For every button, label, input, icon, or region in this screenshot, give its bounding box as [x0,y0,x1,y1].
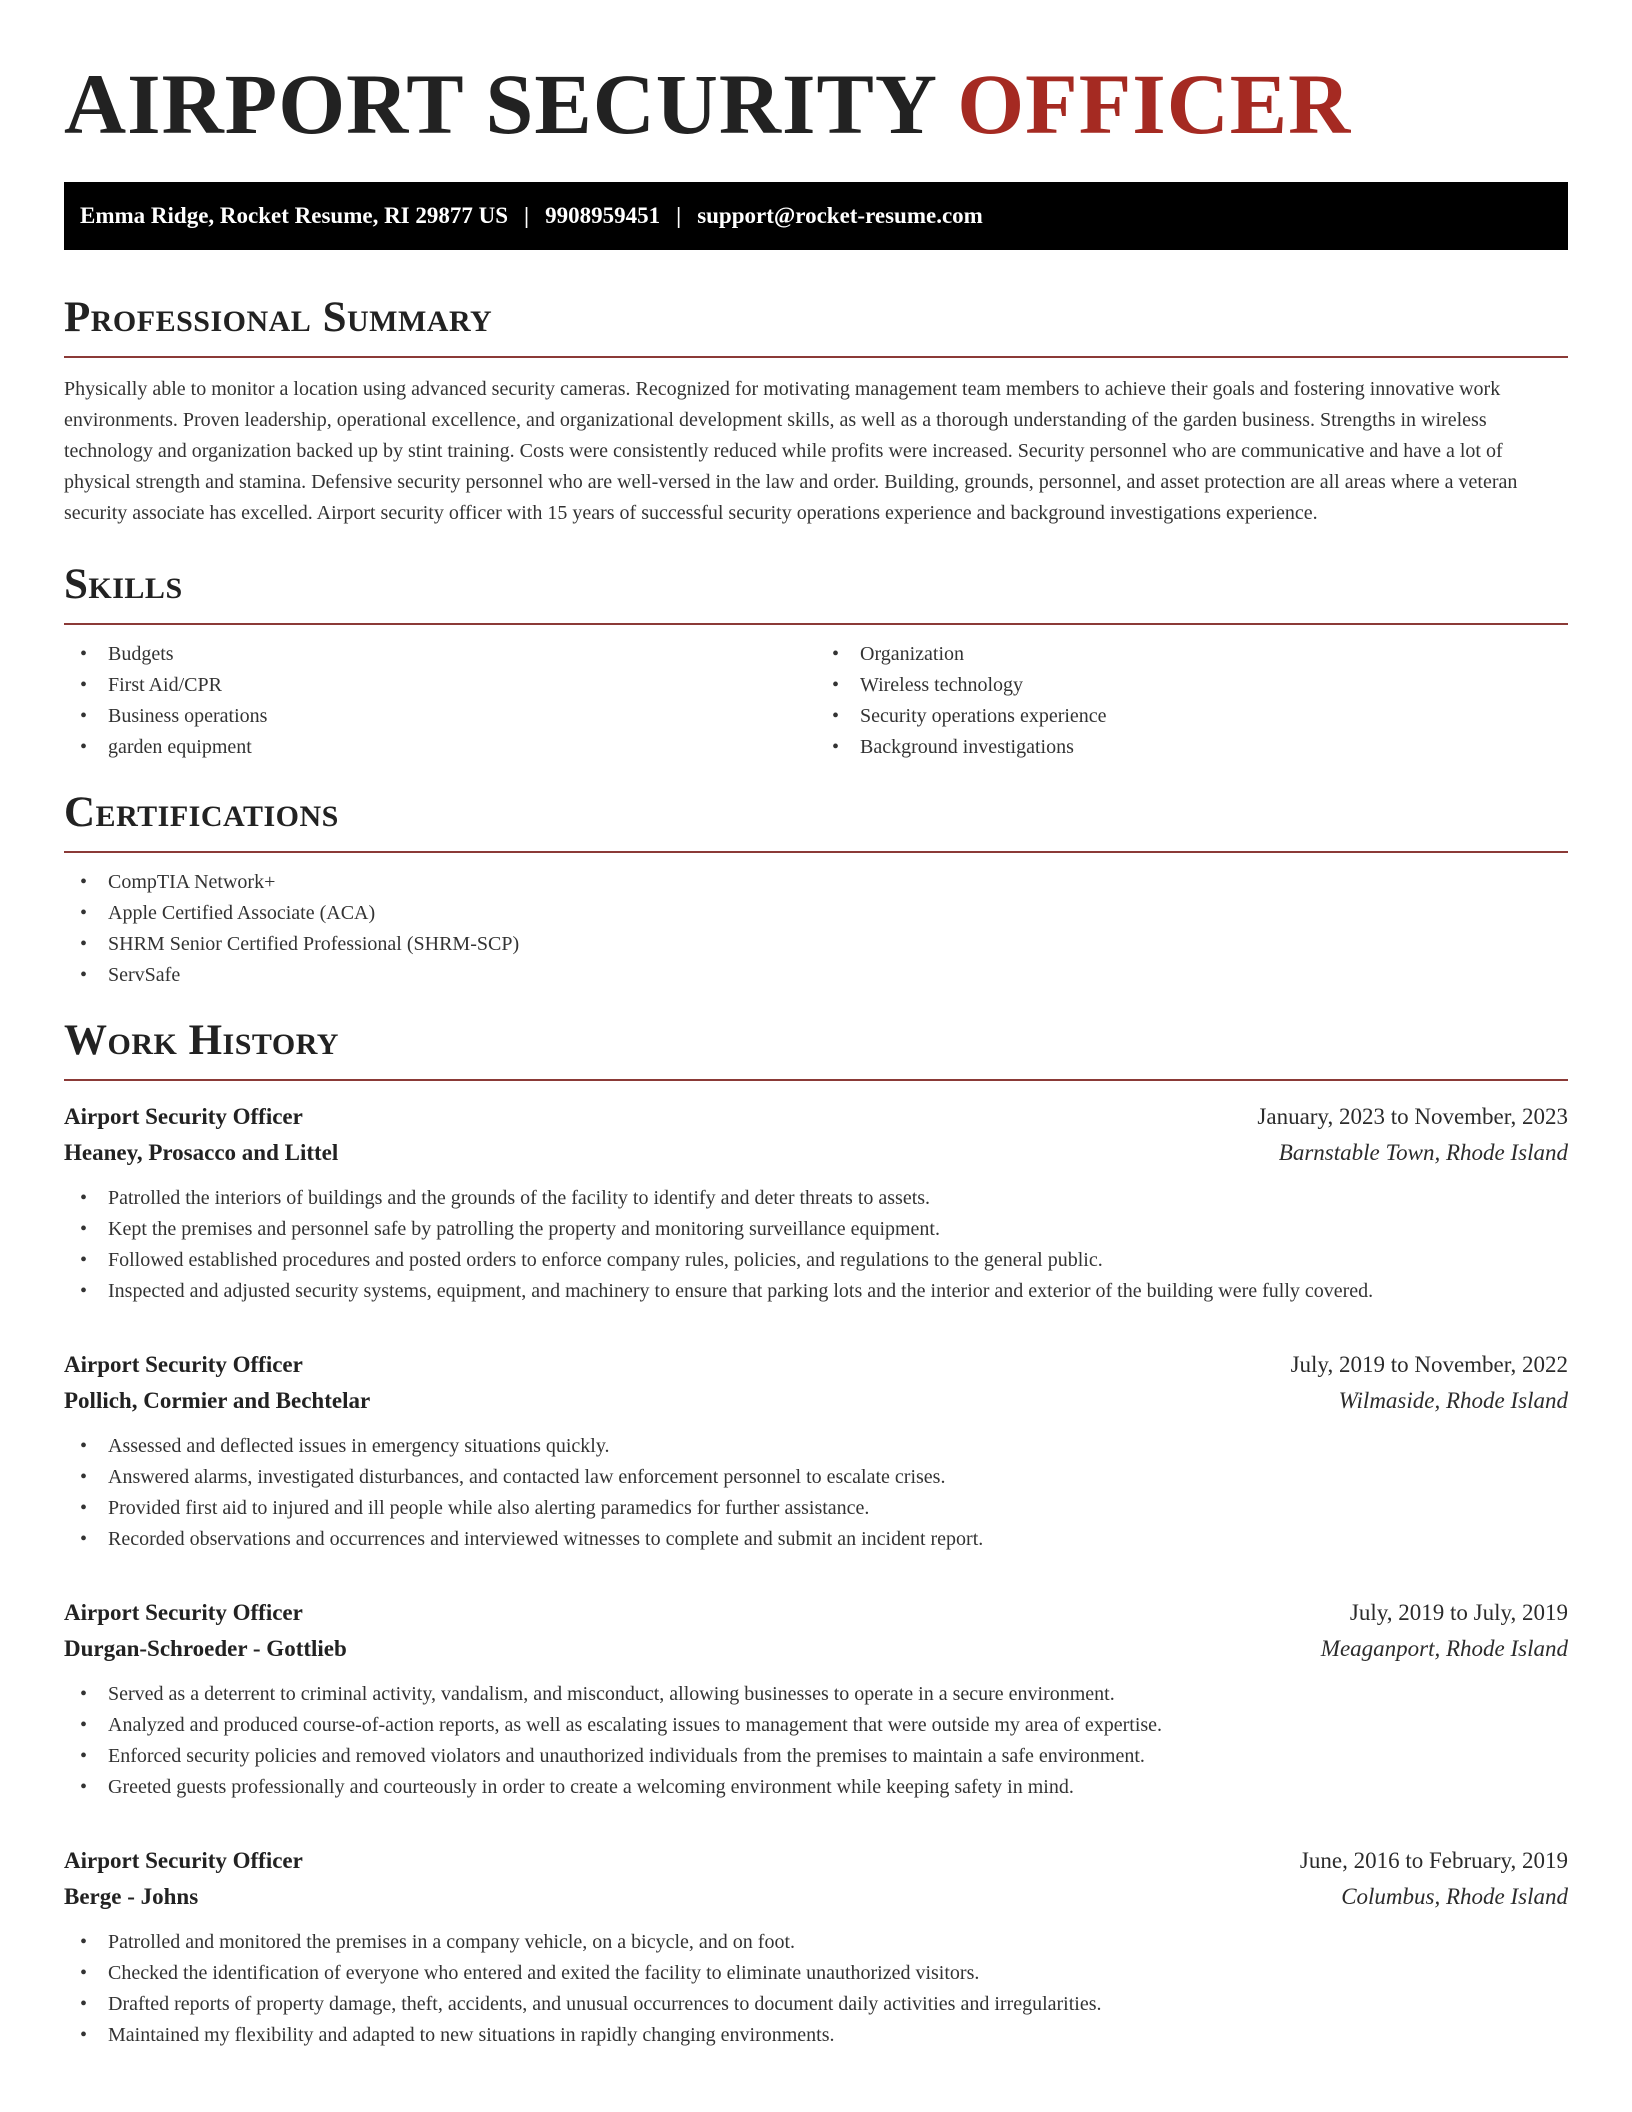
bullet-icon: • [832,674,840,696]
job-duties-list [64,1431,1568,1555]
skills-column-left [64,639,816,763]
certification-item [64,898,1568,929]
bullet-icon: • [80,705,88,727]
bullet-icon: • [80,1466,88,1488]
job-duty-text: Recorded observations and occurrences and interviewed witnesses to complete and submit an incident report. [108,1528,984,1550]
title-main: AIRPORT SECURITY [64,56,935,152]
certifications-section [64,787,1568,991]
job-duty-text: Provided first aid to injured and ill people while also alerting paramedics for further assistance. [108,1497,870,1519]
bullet-icon: • [80,1962,88,1984]
section-divider [64,623,1568,625]
skill-label: Budgets [108,643,174,665]
job-duty-text: Followed established procedures and posted orders to enforce company rules, policies, and regulations to the general public. [108,1249,1103,1271]
bullet-icon: • [832,705,840,727]
job-duty [64,1524,1568,1555]
job-duty [64,1710,1568,1741]
work-history-section [64,1015,1568,2051]
skill-label: Security operations experience [860,705,1107,727]
bullet-icon: • [80,1931,88,1953]
job-duty-text: Inspected and adjusted security systems, equipment, and machinery to ensure that parking lots and the interior and exterior of the building were fully covered. [108,1280,1374,1302]
certification-item [64,867,1568,898]
job-duty [64,1214,1568,1245]
job-company-row [64,1383,1568,1419]
job-duty [64,1431,1568,1462]
job-duty [64,1276,1568,1307]
bullet-icon: • [80,643,88,665]
job-title: Airport Security Officer [64,1352,303,1377]
contact-address: Emma Ridge, Rocket Resume, RI 29877 US [80,203,509,228]
certification-label: CompTIA Network+ [108,871,276,893]
skills-grid [64,639,1568,763]
skill-item [64,732,816,763]
certification-label: SHRM Senior Certified Professional (SHRM-SCP) [108,933,520,955]
contact-separator: | [676,203,682,228]
bullet-icon: • [80,1249,88,1271]
section-divider [64,851,1568,853]
bullet-icon: • [80,871,88,893]
job-duty [64,1245,1568,1276]
job-duty-text: Served as a deterrent to criminal activity, vandalism, and misconduct, allowing businesses to operate in a secure environment. [108,1683,1115,1705]
job-entry [64,1595,1568,1803]
job-duty [64,1989,1568,2020]
skill-label: garden equipment [108,736,252,758]
section-divider [64,1079,1568,1081]
job-header-row [64,1347,1568,1383]
job-header-row [64,1595,1568,1631]
job-entry [64,1099,1568,1307]
job-title: Airport Security Officer [64,1600,303,1625]
skill-label: Organization [860,643,965,665]
job-company-row [64,1135,1568,1171]
job-header-row [64,1099,1568,1135]
job-dates: January, 2023 to November, 2023 [1257,1104,1568,1129]
skills-section [64,559,1568,763]
bullet-icon: • [80,1187,88,1209]
title-accent: OFFICER [957,56,1352,152]
job-company: Durgan-Schroeder - Gottlieb [64,1636,347,1661]
job-company: Berge - Johns [64,1884,199,1909]
skill-item [64,701,816,732]
job-duties-list [64,1679,1568,1803]
contact-separator: | [524,203,530,228]
skill-label: First Aid/CPR [108,674,222,696]
job-company: Heaney, Prosacco and Littel [64,1140,339,1165]
job-duty-text: Assessed and deflected issues in emergency situations quickly. [108,1435,610,1457]
job-dates: June, 2016 to February, 2019 [1299,1848,1568,1873]
skills-list-right [816,639,1568,763]
bullet-icon: • [832,643,840,665]
job-duty [64,1183,1568,1214]
job-dates: July, 2019 to November, 2022 [1290,1352,1568,1377]
bullet-icon: • [80,1745,88,1767]
bullet-icon: • [80,1714,88,1736]
skills-heading: Skills [64,561,183,608]
bullet-icon: • [80,1993,88,2015]
summary-section [64,292,1568,529]
job-duty-text: Maintained my flexibility and adapted to new situations in rapidly changing environments. [108,2024,835,2046]
job-title: Airport Security Officer [64,1848,303,1873]
job-duty-text: Greeted guests professionally and courteously in order to create a welcoming environment while keeping safety in mind. [108,1776,1074,1798]
bullet-icon: • [80,1497,88,1519]
contact-email: support@rocket-resume.com [697,203,983,228]
work-history-heading: Work History [64,1017,339,1064]
job-duty-text: Kept the premises and personnel safe by patrolling the property and monitoring surveillance equipment. [108,1218,940,1240]
contact-bar [64,182,1568,250]
page-title [64,56,1568,152]
skill-item [64,670,816,701]
job-duty-text: Analyzed and produced course-of-action reports, as well as escalating issues to management that were outside my area of expertise. [108,1714,1163,1736]
certifications-list [64,867,1568,991]
job-duties-list [64,1927,1568,2051]
job-entry [64,1347,1568,1555]
bullet-icon: • [80,1528,88,1550]
skills-list-left [64,639,816,763]
job-duty-text: Answered alarms, investigated disturbances, and contacted law enforcement personnel to escalate crises. [108,1466,946,1488]
bullet-icon: • [80,1776,88,1798]
job-duty-text: Checked the identification of everyone who entered and exited the facility to eliminate unauthorized visitors. [108,1962,980,1984]
job-entry [64,1843,1568,2051]
summary-heading: Professional Summary [64,294,493,341]
skill-item [64,639,816,670]
bullet-icon: • [80,902,88,924]
skills-column-right [816,639,1568,763]
certification-item [64,929,1568,960]
bullet-icon: • [80,1435,88,1457]
job-duty [64,1958,1568,1989]
job-duty [64,1741,1568,1772]
skill-item [816,639,1568,670]
skill-label: Business operations [108,705,268,727]
job-company-row [64,1631,1568,1667]
job-duty [64,1493,1568,1524]
job-duty-text: Drafted reports of property damage, theft, accidents, and unusual occurrences to document daily activities and irregularities. [108,1993,1102,2015]
job-dates: July, 2019 to July, 2019 [1349,1600,1568,1625]
bullet-icon: • [80,964,88,986]
job-duties-list [64,1183,1568,1307]
job-duty [64,1772,1568,1803]
bullet-icon: • [80,674,88,696]
job-duty-text: Enforced security policies and removed violators and unauthorized individuals from the premises to maintain a safe environment. [108,1745,1145,1767]
job-duty-text: Patrolled the interiors of buildings and the grounds of the facility to identify and deter threats to assets. [108,1187,931,1209]
certifications-heading: Certifications [64,789,339,836]
bullet-icon: • [80,933,88,955]
contact-phone: 9908959451 [545,203,661,228]
job-location: Wilmaside, Rhode Island [1338,1388,1568,1413]
certification-label: ServSafe [108,964,181,986]
certification-item [64,960,1568,991]
job-location: Columbus, Rhode Island [1341,1884,1568,1909]
job-duty [64,2020,1568,2051]
job-title: Airport Security Officer [64,1104,303,1129]
bullet-icon: • [832,736,840,758]
skill-label: Wireless technology [860,674,1024,696]
job-location: Barnstable Town, Rhode Island [1278,1140,1568,1165]
job-duty [64,1927,1568,1958]
skill-item [816,670,1568,701]
skill-item [816,701,1568,732]
bullet-icon: • [80,2024,88,2046]
job-duty-text: Patrolled and monitored the premises in a company vehicle, on a bicycle, and on foot. [108,1931,796,1953]
bullet-icon: • [80,1683,88,1705]
skill-label: Background investigations [860,736,1074,758]
summary-text: Physically able to monitor a location using advanced security cameras. Recognized for motivating management team members to achieve their goals and fostering innovative work environments. Proven leadership, operational excellence, and organizational development skills, as well as a thorough understanding of the garden business. Strengths in wireless technology and organization backed up by stint training. Costs were consistently reduced while profits were increased. Security personnel who are communicative and have a lot of physical strength and stamina. Defensive security personnel who are well-versed in the law and order. Building, grounds, personnel, and asset protection are all areas where a veteran security associate has excelled. Airport security officer with 15 years of successful security operations experience and background investigations experience. [64,378,1518,524]
certification-label: Apple Certified Associate (ACA) [108,902,376,924]
job-duty [64,1462,1568,1493]
section-divider [64,356,1568,358]
job-company: Pollich, Cormier and Bechtelar [64,1388,371,1413]
job-duty [64,1679,1568,1710]
bullet-icon: • [80,736,88,758]
bullet-icon: • [80,1218,88,1240]
job-company-row [64,1879,1568,1915]
job-location: Meaganport, Rhode Island [1320,1636,1568,1661]
bullet-icon: • [80,1280,88,1302]
job-header-row [64,1843,1568,1879]
skill-item [816,732,1568,763]
